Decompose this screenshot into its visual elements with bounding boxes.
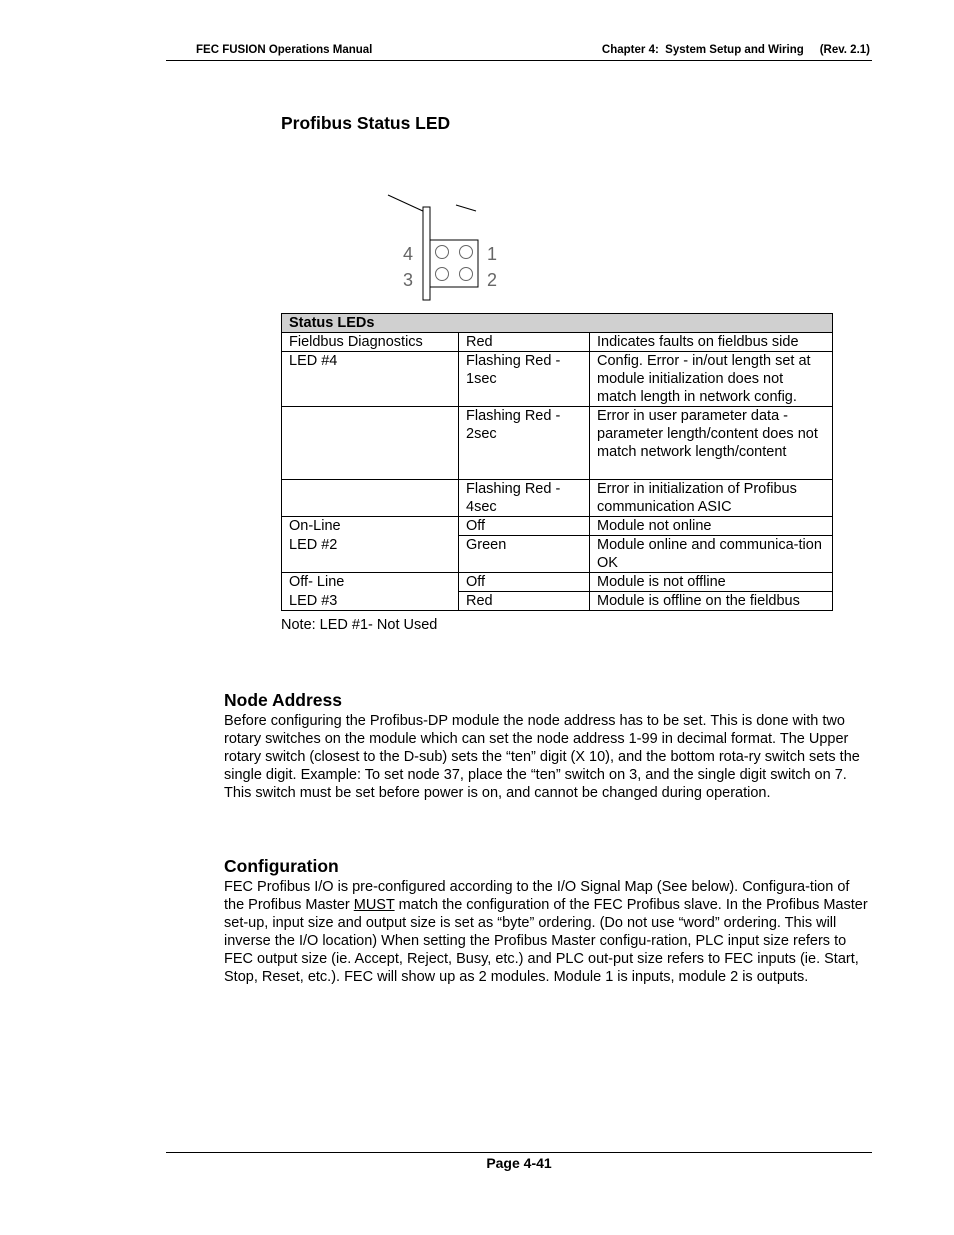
configuration-text-1: FEC Profibus I/O is pre-configured according to the I/O Signal Map (See below). Configura-tion of the Profibus Master xyxy=(224,879,850,913)
table-cell: Error in user parameter data - parameter length/content does not match network length/content xyxy=(590,407,833,480)
table-cell: Config. Error - in/out length set at module initialization does not match length in network config. xyxy=(590,352,833,407)
configuration-body xyxy=(224,878,872,986)
table-cell: Flashing Red - 4sec xyxy=(459,480,590,517)
table-cell: Off xyxy=(459,517,590,536)
table-row xyxy=(282,480,833,517)
section-title: Profibus Status LED xyxy=(281,113,451,133)
table-cell: Module is offline on the fieldbus xyxy=(590,592,833,611)
table-header: Status LEDs xyxy=(282,314,833,333)
table-row xyxy=(282,407,833,480)
configuration-heading: Configuration xyxy=(224,856,339,876)
table-cell: LED #4 xyxy=(282,352,459,407)
table-cell: Indicates faults on fieldbus side xyxy=(590,333,833,352)
diagram-edge-right xyxy=(456,205,476,211)
table-cell: Flashing Red - 1sec xyxy=(459,352,590,407)
table-cell: Green xyxy=(459,536,590,573)
page-number: Page 4-41 xyxy=(166,1152,872,1171)
table-cell: Flashing Red - 2sec xyxy=(459,407,590,480)
table-cell: Red xyxy=(459,592,590,611)
table-cell: Module not online xyxy=(590,517,833,536)
table-header-row xyxy=(282,314,833,333)
led-diagram xyxy=(380,190,510,305)
led-label-1: 1 xyxy=(487,244,498,264)
page-header xyxy=(166,44,872,61)
node-address-heading: Node Address xyxy=(224,690,342,710)
table-row xyxy=(282,352,833,407)
led-label-3: 3 xyxy=(403,270,414,290)
table-row xyxy=(282,536,833,573)
configuration-text-2: match the configuration of the FEC Profibus slave. In the Profibus Master set-up, input size and output size is set as “byte” ordering. (Do not use “word” ordering. This will inverse the I/O location) When setting the Profibus Master configu-ration, PLC input size refers to FEC output size (ie. Accept, Reject, Busy, etc.) and PLC out-put size refers to FEC inputs (ie. Start, Stop, Reset, etc.). FEC will show up as 2 modules. Module 1 is inputs, module 2 is outputs. xyxy=(224,897,868,985)
header-chapter: Chapter 4: System Setup and Wiring (Rev. 2.1) xyxy=(601,44,870,56)
panel-edge xyxy=(423,207,430,300)
diagram-edge-left xyxy=(388,195,425,212)
table-cell xyxy=(282,407,459,480)
table-row xyxy=(282,592,833,611)
table-cell: Red xyxy=(459,333,590,352)
node-address-section xyxy=(224,689,872,802)
configuration-section xyxy=(224,855,872,986)
led-label-4: 4 xyxy=(403,244,414,264)
table-cell: Off- Line xyxy=(282,573,459,592)
table-cell: Error in initialization of Profibus communication ASIC xyxy=(590,480,833,517)
status-led-table xyxy=(281,313,833,611)
table-cell xyxy=(282,480,459,517)
table-cell: Module online and communica-tion OK xyxy=(590,536,833,573)
table-cell: LED #2 xyxy=(282,536,459,573)
table-cell: On-Line xyxy=(282,517,459,536)
table-cell: Fieldbus Diagnostics xyxy=(282,333,459,352)
table-row xyxy=(282,573,833,592)
header-manual-title: FEC FUSION Operations Manual xyxy=(196,44,373,56)
table-note: Note: LED #1- Not Used xyxy=(281,617,438,633)
node-address-body: Before configuring the Profibus-DP module the node address has to be set. This is done with two rotary switches on the module which can set the node address 1-99 in decimal format. The Upper rotary switch (closest to the D-sub) sets the “ten” digit (X 10), and the bottom rota-ry switch sets the single digit. Example: To set node 37, place the “ten” switch on 3, and the single digit switch on 7. This switch must be set before power is on, and cannot be changed during operation. xyxy=(224,713,860,801)
must-emphasis: MUST xyxy=(353,897,395,913)
table-row xyxy=(282,517,833,536)
led-label-2: 2 xyxy=(487,270,498,290)
table-cell: Off xyxy=(459,573,590,592)
table-cell: LED #3 xyxy=(282,592,459,611)
table-row xyxy=(282,333,833,352)
table-cell: Module is not offline xyxy=(590,573,833,592)
